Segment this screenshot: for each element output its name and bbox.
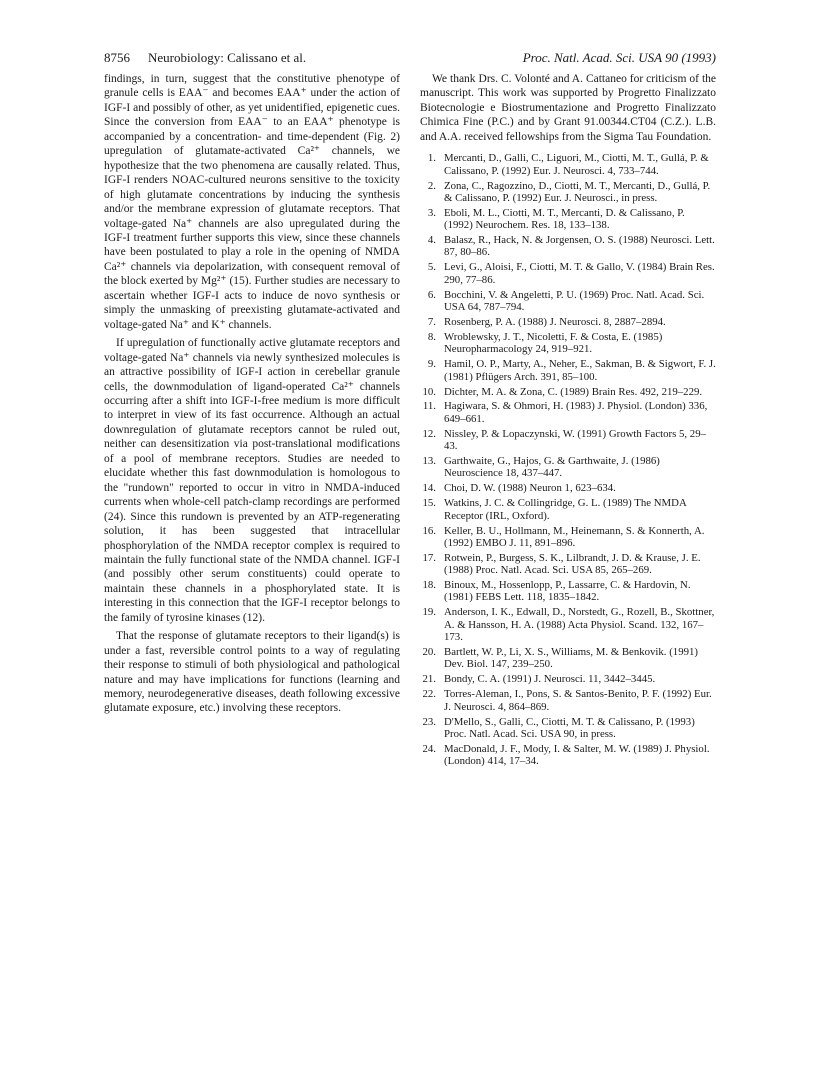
reference-item xyxy=(420,482,716,494)
reference-text: Anderson, I. K., Edwall, D., Norstedt, G., Rozell, B., Skottner, A. & Hansson, H. A. (1988) Acta Physiol. Scand. 132, 167–173. xyxy=(444,606,715,644)
reference-number: 18. xyxy=(422,579,436,592)
acknowledgment-paragraph: We thank Drs. C. Volonté and A. Cattaneo for criticism of the manuscript. This work was supported by Progretto Finalizzato Biotecnologie e Biostrumentazione and Progretto Finalizzato Chimica Fine (P.C.) and by Grant 91.00344.CT04 (C.Z.). L.B. and A.A. received fellowships from the Sigma Tau Foundation. xyxy=(420,73,716,143)
body-paragraph: That the response of glutamate receptors to their ligand(s) is under a fast, reversible control points to a way of regulating their response to stimuli of both physiological and pathological nature and may have implications for functions (learning and memory, neurodegenerative diseases, death following excessive glutamate exposure, etc.) involving these receptors. xyxy=(104,630,400,715)
reference-item xyxy=(420,606,716,643)
reference-item xyxy=(420,455,716,480)
reference-number: 19. xyxy=(422,606,436,619)
reference-item xyxy=(420,316,716,328)
reference-item xyxy=(420,207,716,232)
reference-number: 9. xyxy=(427,358,436,371)
reference-text: Balasz, R., Hack, N. & Jorgensen, O. S. (1988) Neurosci. Lett. 87, 80–86. xyxy=(444,234,715,259)
reference-text: D'Mello, S., Galli, C., Ciotti, M. T. & Calissano, P. (1993) Proc. Natl. Acad. Sci. USA 90, in press. xyxy=(444,715,695,740)
reference-item xyxy=(420,331,716,356)
reference-number: 4. xyxy=(427,234,436,247)
reference-item xyxy=(420,525,716,550)
reference-number: 17. xyxy=(422,551,436,564)
reference-item xyxy=(420,497,716,522)
reference-item xyxy=(420,152,716,177)
reference-number: 1. xyxy=(427,152,436,165)
body-paragraph: If upregulation of functionally active glutamate receptors and voltage-gated Na⁺ channels via newly synthesized molecules is an attractive possibility of IGF-I action in cerebellar granule cells, the downmodulation of ligand-operated Ca²⁺ channels occurring after a shift into IGF-I-free medium is more difficult to interpret in view of its fast occurrence. Although an actual downregulation of glutamate receptors cannot be ruled out, neither can desensitization via post-translational modifications of a pool of membrane receptors. Studies are needed to elucidate whether this fast downmodulation is homologous to the "rundown" reported to occur in vitro in NMDA-induced currents when whole-cell patch-clamp recordings are performed (24). Since this rundown is prevented by an ATP-regenerating solution, it has been suggested that intracellular phosphorylation of the NMDA receptor complex is required to maintain the fully functional state of the NMDA channel. IGF-I (and possibly other serum constituents) could operate to maintain these channels in a phosphorylated state. It is interesting in this connection that the IGF-I receptor belongs to the family of tyrosine kinases (12). xyxy=(104,337,400,624)
reference-text: Bondy, C. A. (1991) J. Neurosci. 11, 3442–3445. xyxy=(444,673,656,686)
reference-list xyxy=(420,152,716,767)
reference-text: Garthwaite, G., Hajos, G. & Garthwaite, J. (1986) Neuroscience 18, 437–447. xyxy=(444,455,660,480)
reference-item xyxy=(420,579,716,604)
reference-item xyxy=(420,716,716,741)
reference-number: 8. xyxy=(427,330,436,343)
reference-number: 23. xyxy=(422,715,436,728)
reference-text: Keller, B. U., Hollmann, M., Heinemann, S. & Konnerth, A. (1992) EMBO J. 11, 891–896. xyxy=(444,524,705,549)
reference-text: Hamil, O. P., Marty, A., Neher, E., Sakman, B. & Sigwort, F. J. (1981) Pflügers Arch. 391, 85–100. xyxy=(444,358,716,383)
reference-item xyxy=(420,386,716,398)
reference-text: Binoux, M., Hossenlopp, P., Lassarre, C. & Hardovin, N. (1981) FEBS Lett. 118, 1835–1842. xyxy=(444,579,691,604)
reference-number: 10. xyxy=(422,385,436,398)
reference-number: 13. xyxy=(422,455,436,468)
reference-text: Rotwein, P., Burgess, S. K., Lilbrandt, J. D. & Krause, J. E. (1988) Proc. Natl. Acad. Sci. USA 85, 265–269. xyxy=(444,551,701,577)
reference-item xyxy=(420,743,716,768)
reference-text: Bocchini, V. & Angeletti, P. U. (1969) Proc. Natl. Acad. Sci. USA 64, 787–794. xyxy=(444,288,705,313)
reference-number: 21. xyxy=(422,673,436,686)
reference-text: Wroblewsky, J. T., Nicoletti, F. & Costa, E. (1985) Neuropharmacology 24, 919–921. xyxy=(444,330,663,356)
reference-text: Eboli, M. L., Ciotti, M. T., Mercanti, D. & Calissano, P. (1992) Neurochem. Res. 18, 133–138. xyxy=(444,206,685,232)
reference-text: Mercanti, D., Galli, C., Liguori, M., Ciotti, M. T., Gullá, P. & Calissano, P. (1992) Eur. J. Neurosci. 4, 733–744. xyxy=(444,152,709,177)
reference-number: 12. xyxy=(422,427,436,440)
right-column xyxy=(420,72,716,770)
reference-item xyxy=(420,234,716,259)
reference-text: Watkins, J. C. & Collingridge, G. L. (1989) The NMDA Receptor (IRL, Oxford). xyxy=(444,497,687,522)
reference-item xyxy=(420,289,716,314)
reference-text: Torres-Aleman, I., Pons, S. & Santos-Benito, P. F. (1992) Eur. J. Neurosci. 4, 864–869. xyxy=(444,688,712,713)
reference-item xyxy=(420,358,716,383)
reference-number: 20. xyxy=(422,646,436,659)
reference-text: MacDonald, J. F., Mody, I. & Salter, M. W. (1989) J. Physiol. (London) 414, 17–34. xyxy=(444,742,710,768)
reference-number: 11. xyxy=(422,400,436,413)
reference-item xyxy=(420,261,716,286)
reference-item xyxy=(420,646,716,671)
reference-number: 16. xyxy=(422,524,436,537)
reference-item xyxy=(420,180,716,205)
reference-item xyxy=(420,400,716,425)
reference-text: Nissley, P. & Lopaczynski, W. (1991) Growth Factors 5, 29–43. xyxy=(444,427,707,453)
reference-item xyxy=(420,688,716,713)
section-author-line: Neurobiology: Calissano et al. xyxy=(148,50,307,65)
reference-text: Zona, C., Ragozzino, D., Ciotti, M. T., Mercanti, D., Gullá, P. & Calissano, P. (1992) Eur. J. Neurosci., in press. xyxy=(444,179,711,204)
reference-number: 3. xyxy=(427,206,436,219)
reference-number: 15. xyxy=(422,497,436,510)
page-number: 8756 xyxy=(104,50,130,65)
reference-text: Rosenberg, P. A. (1988) J. Neurosci. 8, 2887–2894. xyxy=(444,315,666,328)
left-column xyxy=(104,72,400,716)
reference-number: 24. xyxy=(422,742,436,755)
reference-text: Hagiwara, S. & Ohmori, H. (1983) J. Physiol. (London) 336, 649–661. xyxy=(444,400,708,425)
journal-citation: Proc. Natl. Acad. Sci. USA 90 (1993) xyxy=(522,50,716,65)
body-paragraph: findings, in turn, suggest that the constitutive phenotype of granule cells is EAA⁻ and becomes EAA⁺ under the action of IGF-I and possibly of other, as yet unidentified, epigenetic cues. Since the conversion from EAA⁻ to an EAA⁺ phenotype is accompanied by a concentration- and time-dependent (Fig. 2) upregulation of glutamate-activated Ca²⁺ channels, we hypothesize that the two phenomena are causally related. Thus, IGF-I renders NOAC-cultured neurons sensitive to the toxicity of high glutamate concentrations by inducing the synthesis and/or the membrane expression of glutamate receptors. That voltage-gated Na⁺ channels are also upregulated during the IGF-I treatment further supports this view, since these channels have been postulated to play a role in the opening of NMDA Ca²⁺ channels via depolarization, with consequent removal of the block exerted by Mg²⁺ (15). Further studies are necessary to ascertain whether IGF-I acts to induce de novo synthesis or simply the unmasking of preexisting glutamate-activated and voltage-gated Na⁺ and K⁺ channels. xyxy=(104,73,400,331)
reference-text: Bartlett, W. P., Li, X. S., Williams, M. & Benkovik. (1991) Dev. Biol. 147, 239–250. xyxy=(444,646,698,671)
reference-text: Levi, G., Aloisi, F., Ciotti, M. T. & Gallo, V. (1984) Brain Res. 290, 77–86. xyxy=(444,261,715,286)
reference-number: 6. xyxy=(427,288,436,301)
reference-text: Choi, D. W. (1988) Neuron 1, 623–634. xyxy=(444,482,616,495)
reference-number: 7. xyxy=(427,315,436,328)
reference-text: Dichter, M. A. & Zona, C. (1989) Brain Res. 492, 219–229. xyxy=(444,385,703,398)
reference-number: 22. xyxy=(422,688,436,701)
reference-item xyxy=(420,552,716,577)
reference-number: 5. xyxy=(427,261,436,274)
running-header xyxy=(104,50,716,68)
reference-number: 14. xyxy=(422,482,436,495)
reference-item xyxy=(420,673,716,685)
reference-item xyxy=(420,428,716,453)
reference-number: 2. xyxy=(427,179,436,192)
